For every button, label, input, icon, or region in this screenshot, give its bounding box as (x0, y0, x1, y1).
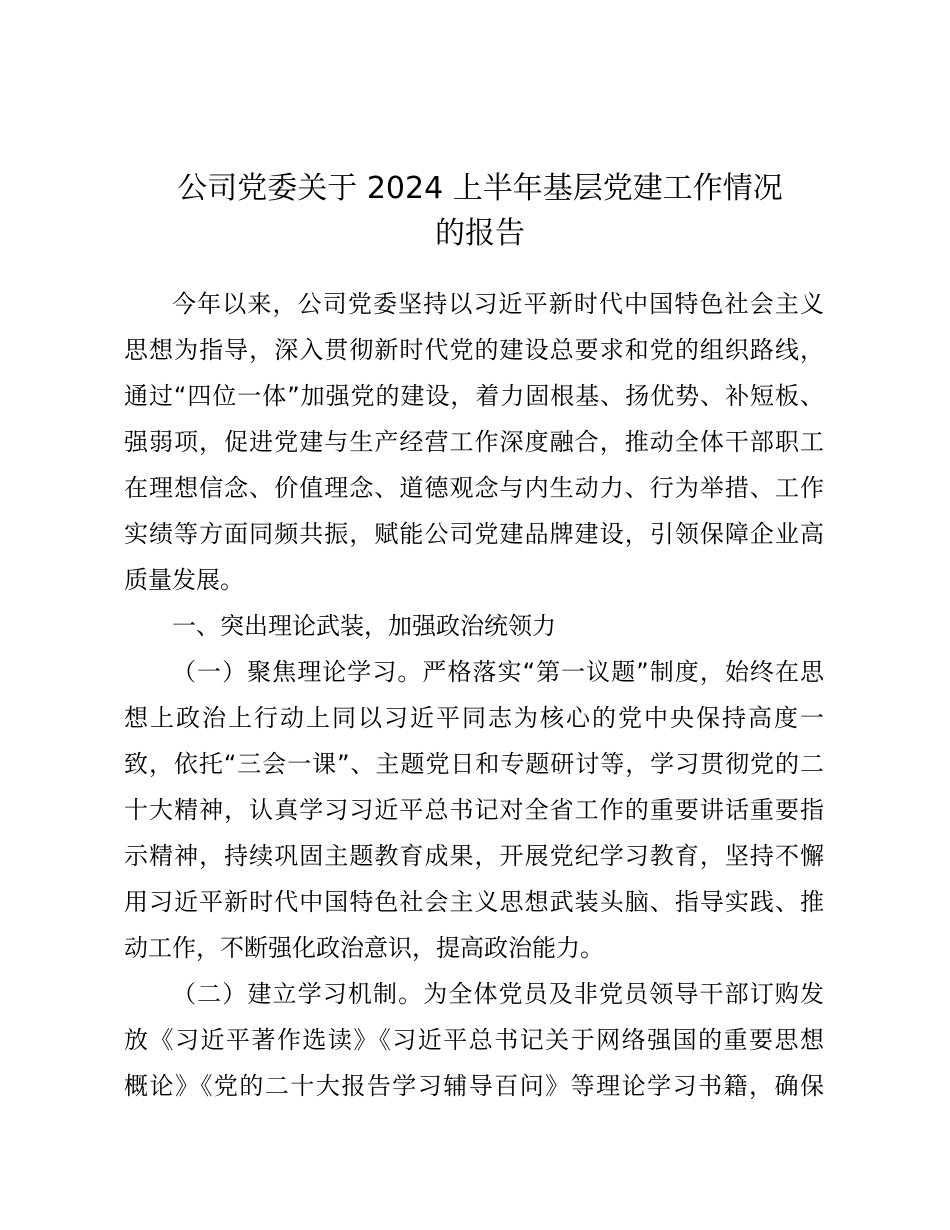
text-line: （一）聚焦理论学习。严格落实“第一议题”制度，始终在思 (172, 658, 824, 686)
text-line: 在理想信念、价值理念、道德观念与内生动力、行为举措、工作 (124, 474, 824, 502)
text-line: 十大精神，认真学习习近平总书记对全省工作的重要讲话重要指 (124, 796, 824, 824)
document-body (124, 281, 824, 1109)
text-line: 通过“四位一体”加强党的建设，着力固根基、扬优势、补短板、 (124, 382, 824, 410)
section-heading-1 (124, 603, 824, 649)
text-line: 放《习近平著作选读》《习近平总书记关于网络强国的重要思想 (124, 1026, 824, 1054)
text-line: 想上政治上行动上同以习近平同志为核心的党中央保持高度一 (124, 704, 824, 732)
text-line: 示精神，持续巩固主题教育成果，开展党纪学习教育，坚持不懈 (124, 842, 824, 870)
text-line: 用习近平新时代中国特色社会主义思想武装头脑、指导实践、推 (124, 888, 824, 916)
subsection-paragraph-2 (124, 971, 824, 1109)
text-line: 概论》《党的二十大报告学习辅导百问》等理论学习书籍，确保 (124, 1072, 824, 1100)
intro-paragraph (124, 281, 824, 603)
text-line: 致，依托“三会一课”、主题党日和专题研讨等，学习贯彻党的二 (124, 750, 824, 778)
text-line: 实绩等方面同频共振，赋能公司党建品牌建设，引领保障企业高 (124, 520, 824, 548)
text-line: 今年以来，公司党委坚持以习近平新时代中国特色社会主义 (172, 290, 824, 318)
text-line: 动工作，不断强化政治意识，提高政治能力。 (124, 934, 604, 962)
text-line: 质量发展。 (124, 566, 244, 594)
section-heading-text: 一、突出理论武装，加强政治统领力 (172, 612, 556, 640)
title-line-1: 公司党委关于 2024 上半年基层党建工作情况 (177, 171, 783, 206)
subsection-paragraph-1 (124, 649, 824, 971)
text-line: 思想为指导，深入贯彻新时代党的建设总要求和党的组织路线， (124, 336, 824, 364)
document-title (120, 166, 840, 256)
text-line: （二）建立学习机制。为全体党员及非党员领导干部订购发 (172, 980, 824, 1008)
title-line-2: 的报告 (435, 216, 525, 251)
text-line: 强弱项，促进党建与生产经营工作深度融合，推动全体干部职工 (124, 428, 824, 456)
